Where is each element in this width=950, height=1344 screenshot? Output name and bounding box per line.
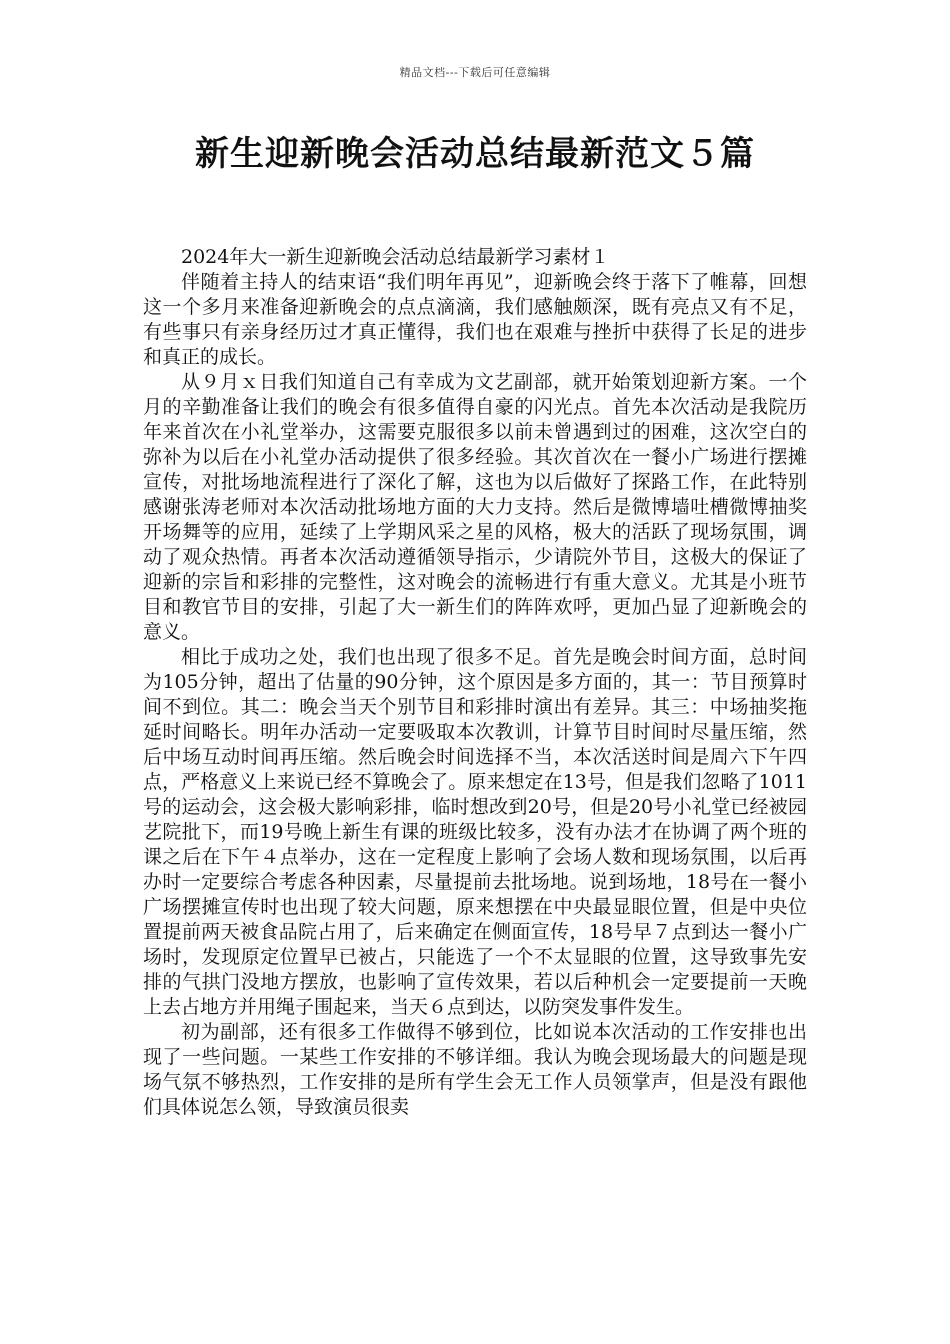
document-body: [143, 245, 807, 1120]
paragraph: 从９月ｘ日我们知道自己有幸成为文艺副部，就开始策划迎新方案。一个月的辛勤准备让我们的晚会有很多值得自豪的闪光点。首先本次活动是我院历年来首次在小礼堂举办，这需要克服很多以前未曾遇到过的困难，这次空白的弥补为以后在小礼堂办活动提供了很多经验。其次首次在一餐小广场进行摆摊宣传，对批场地流程进行了深化了解，这也为以后做好了探路工作，在此特别感谢张涛老师对本次活动批场地方面的大力支持。然后是微博墙吐槽微博抽奖开场舞等的应用，延续了上学期风采之星的风格，极大的活跃了现场氛围，调动了观众热情。再者本次活动遵循领导指示，少请院外节目，这极大的保证了迎新的宗旨和彩排的完整性，这对晚会的流畅进行有重大意义。尤其是小班节目和教官节目的安排，引起了大一新生们的阵阵欢呼，更加凸显了迎新晚会的意义。: [143, 371, 807, 643]
paragraph: 初为副部，还有很多工作做得不够到位，比如说本次活动的工作安排也出现了一些问题。一某些工作安排的不够详细。我认为晚会现场最大的问题是现场气氛不够热烈，工作安排的是所有学生会无工作人员领掌声，但是没有跟他们具体说怎么领，导致演员很卖: [143, 1021, 807, 1118]
paragraph: 相比于成功之处，我们也出现了很多不足。首先是晚会时间方面，总时间为105分钟，超出了估量的90分钟，这个原因是多方面的，其一：节目预算时间不到位。其二：晚会当天个别节目和彩排时演出有差异。其三：中场抽奖拖延时间略长。明年办活动一定要吸取本次教训，计算节目时间时尽量压缩，然后中场互动时间再压缩。然后晚会时间选择不当，本次活送时间是周六下午四点，严格意义上来说已经不算晚会了。原来想定在13号，但是我们忽略了1011号的运动会，这会极大影响彩排，临时想改到20号，但是20号小礼堂已经被园艺院批下，而19号晚上新生有课的班级比较多，没有办法才在协调了两个班的课之后在下午４点举办，这在一定程度上影响了会场人数和现场氛围，以后再办时一定要综合考虑各种因素，尽量提前去批场地。说到场地，18号在一餐小广场摆摊宣传时也出现了较大问题，原来想摆在中央最显眼位置，但是中央位置提前两天被食品院占用了，后来确定在侧面宣传，18号早７点到达一餐小广场时，发现原定位置早已被占，只能选了一个不太显眼的位置，这导致事先安排的气拱门没地方摆放，也影响了宣传效果，若以后种机会一定要提前一天晚上去占地方并用绳子围起来，当天６点到达，以防突发事件发生。: [143, 646, 807, 1018]
header-note: 精品文档---下载后可任意编辑: [399, 66, 551, 79]
paragraph: 伴随着主持人的结束语“我们明年再见”，迎新晚会终于落下了帷幕，回想这一个多月来准备迎新晚会的点点滴滴，我们感触颇深，既有亮点又有不足，有些事只有亲身经历过才真正懂得，我们也在艰难与挫折中获得了长足的进步和真正的成长。: [143, 271, 807, 368]
section-subtitle: 2024年大一新生迎新晚会活动总结最新学习素材１: [181, 246, 610, 268]
document-title: 新生迎新晚会活动总结最新范文５篇: [195, 134, 755, 174]
